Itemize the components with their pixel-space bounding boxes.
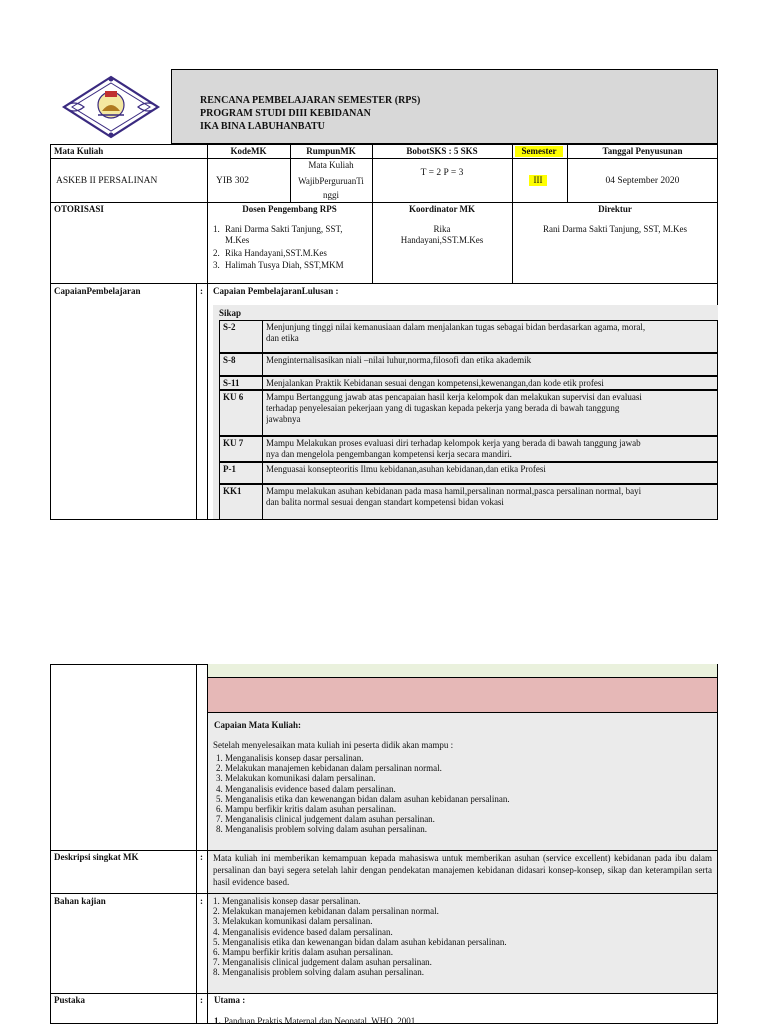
- deskripsi-text: Mata kuliah ini memberikan kemampuan kepada mahasiswa untuk memberikan asuhan (service excellent) kebidanan pada ibu dalam persalinan dan bayi segera setelah lahir dengan pendekatan manajemen kebidanan didasari konsep-konsep, sikap dan keterampilan serta hasil evidence based.: [208, 851, 717, 893]
- sikap-text: nya dan mengelola pengembangan kompetensi kerja secara mandiri.: [266, 449, 512, 459]
- cpmk-item: 2. Melakukan manajemen kebidanan dalam persalinan normal.: [225, 763, 713, 773]
- sikap-row: [219, 353, 718, 376]
- sikap-text: Mampu Bertanggung jawab atas pencapaian hasil kerja kelompok dan melakukan supervisi dan evaluasi: [266, 392, 642, 402]
- koordinator-1: Rika: [433, 224, 451, 234]
- koordinator-header: Koordinator MK: [408, 204, 476, 214]
- value-tanggal: 04 September 2020: [605, 176, 680, 186]
- sikap-code: KU 6: [223, 392, 244, 402]
- cpmk-item: 8. Menganalisis problem solving dalam asuhan persalinan.: [225, 824, 713, 834]
- pink-band: [208, 678, 717, 713]
- sikap-code: KU 7: [223, 438, 244, 448]
- cpmk-item: 4. Menganalisis evidence based dalam persalinan.: [225, 784, 713, 794]
- sikap-text: jawabnya: [266, 414, 301, 424]
- sikap-text: Mampu Melakukan proses evaluasi diri terhadap kelompok kerja yang berada di bawah tanggung jawab: [266, 438, 641, 448]
- deskripsi-label: Deskripsi singkat MK: [54, 852, 139, 862]
- sikap-text: terhadap penyelesaian pekerjaan yang di tugaskan kepada pekerja yang berada di bawah tanggung: [266, 403, 620, 413]
- bahan-item: 8. Menganalisis problem solving dalam asuhan persalinan.: [213, 967, 424, 978]
- logo-area: [50, 69, 172, 144]
- value-rumpun-3: nggi: [322, 190, 339, 200]
- sikap-text: dan etika: [266, 333, 299, 343]
- institution-logo-icon: [50, 69, 172, 144]
- bahan-label: Bahan kajian: [54, 896, 106, 906]
- dosen-1: Rani Darma Sakti Tanjung, SST,: [225, 224, 343, 234]
- doc-title-line-2: PROGRAM STUDI DIII KEBIDANAN: [200, 108, 371, 119]
- sikap-label: Sikap: [219, 308, 242, 318]
- sikap-row: [219, 320, 718, 353]
- sikap-text: dan balita normal sesuai dengan standart kompetensi bidan vokasi: [266, 497, 504, 507]
- sikap-row: [219, 436, 718, 462]
- bahan-item: 3. Melakukan komunikasi dalam persalinan.: [213, 916, 373, 927]
- cpmk-intro: Setelah menyelesaikan mata kuliah ini peserta didik akan mampu :: [213, 740, 454, 750]
- doc-title-line-3: IKA BINA LABUHANBATU: [200, 121, 325, 132]
- cpmk-item: 7. Menganalisis clinical judgement dalam asuhan persalinan.: [225, 814, 713, 824]
- bahan-item: 5. Menganalisis etika dan kewenangan bidan dalam asuhan kebidanan persalinan.: [213, 936, 507, 947]
- deskripsi-colon: :: [200, 852, 203, 862]
- sikap-code: S-2: [223, 322, 236, 332]
- pustaka-label: Pustaka: [54, 995, 86, 1005]
- value-semester: III: [529, 175, 547, 186]
- sikap-row: [219, 484, 718, 520]
- bahan-item: 4. Menganalisis evidence based dalam persalinan.: [213, 926, 393, 937]
- dosen-num-1: 1.: [213, 224, 220, 234]
- value-rumpun-2: WajibPerguruanTi: [298, 176, 364, 186]
- koordinator-2: Handayani,SST.M.Kes: [400, 235, 484, 245]
- sikap-text: Menjunjung tinggi nilai kemanusiaan dalam menjalankan tugas sebagai bidan berdasarkan agama, moral,: [266, 322, 646, 332]
- bahan-item: 2. Melakukan manajemen kebidanan dalam persalinan normal.: [213, 906, 439, 917]
- sikap-row: [219, 462, 718, 484]
- bahan-item: 6. Mampu berfikir kritis dalam asuhan persalinan.: [213, 947, 393, 958]
- cpmk-item: 6. Mampu berfikir kritis dalam asuhan persalinan.: [225, 804, 713, 814]
- direktur-name: Rani Darma Sakti Tanjung, SST, M.Kes: [542, 224, 688, 234]
- capaian-header: Capaian PembelajaranLulusan :: [213, 286, 339, 296]
- sikap-text: Mampu melakukan asuhan kebidanan pada masa hamil,persalinan normal,pasca persalinan normal, bayi: [266, 486, 642, 496]
- capaian-label: CapaianPembelajaran: [54, 286, 141, 296]
- dosen-num-2: 2.: [213, 248, 220, 258]
- cpmk-list: [213, 753, 713, 835]
- col-header-kode: KodeMK: [230, 146, 267, 156]
- sikap-code: S-8: [223, 355, 236, 365]
- cpmk-item: 1. Menganalisis konsep dasar persalinan.: [225, 753, 713, 763]
- cpmk-item: 5. Menganalisis etika dan kewenangan bidan dalam asuhan kebidanan persalinan.: [225, 794, 713, 804]
- dosen-2: Rika Handayani,SST.M.Kes: [225, 248, 327, 258]
- bahan-item: 7. Menganalisis clinical judgement dalam asuhan persalinan.: [213, 957, 432, 968]
- dosen-num-3: 3.: [213, 260, 220, 270]
- bahan-item: 1. Menganalisis konsep dasar persalinan.: [213, 896, 361, 906]
- direktur-header: Direktur: [598, 204, 632, 214]
- pustaka-item-1: Panduan Praktis Maternal dan Neonatal. WHO. 2001: [224, 1016, 416, 1026]
- col-header-semester: Semester: [515, 146, 563, 157]
- bahan-colon: :: [200, 896, 203, 906]
- sikap-code: KK1: [223, 486, 242, 496]
- col-header-bobot: BobotSKS : 5 SKS: [406, 146, 478, 156]
- sikap-text: Menguasai konsepteoritis Ilmu kebidanan,asuhan kebidanan,dan etika Profesi: [266, 464, 546, 474]
- green-band: [208, 664, 717, 678]
- col-header-tanggal: Tanggal Penyusunan: [602, 146, 683, 156]
- sikap-code: P-1: [223, 464, 236, 474]
- sikap-text: Menjalankan Praktik Kebidanan sesuai dengan kompetensi,kewenangan,dan kode etik profesi: [266, 378, 604, 388]
- value-bobot: T = 2 P = 3: [420, 168, 464, 178]
- sikap-row: [219, 376, 718, 390]
- sikap-row: [219, 390, 718, 436]
- pustaka-colon: :: [200, 995, 203, 1005]
- cpmk-title: Capaian Mata Kuliah:: [214, 720, 302, 730]
- sikap-code: S-11: [223, 378, 240, 388]
- col-header-rumpun: RumpunMK: [306, 146, 356, 156]
- pustaka-item-num: 1.: [214, 1016, 221, 1026]
- sikap-text: Menginternalisasikan niali –nilai luhur,norma,filosofi dan etika akademik: [266, 355, 532, 365]
- dosen-1b: M.Kes: [225, 235, 250, 245]
- pustaka-utama: Utama :: [214, 995, 246, 1005]
- bahan-list: [213, 896, 713, 978]
- col-header-mata-kuliah: Mata Kuliah: [54, 146, 104, 156]
- value-rumpun-1: Mata Kuliah: [308, 160, 354, 170]
- otorisasi-label: OTORISASI: [54, 204, 104, 214]
- dosen-header: Dosen Pengembang RPS: [242, 204, 337, 214]
- doc-title-line-1: RENCANA PEMBELAJARAN SEMESTER (RPS): [200, 95, 421, 106]
- value-mata-kuliah: ASKEB II PERSALINAN: [56, 176, 158, 186]
- cpmk-item: 3. Melakukan komunikasi dalam persalinan.: [225, 773, 713, 783]
- value-kode: YIB 302: [216, 176, 249, 186]
- capaian-colon: :: [200, 286, 203, 296]
- dosen-3: Halimah Tusya Diah, SST,MKM: [225, 260, 344, 270]
